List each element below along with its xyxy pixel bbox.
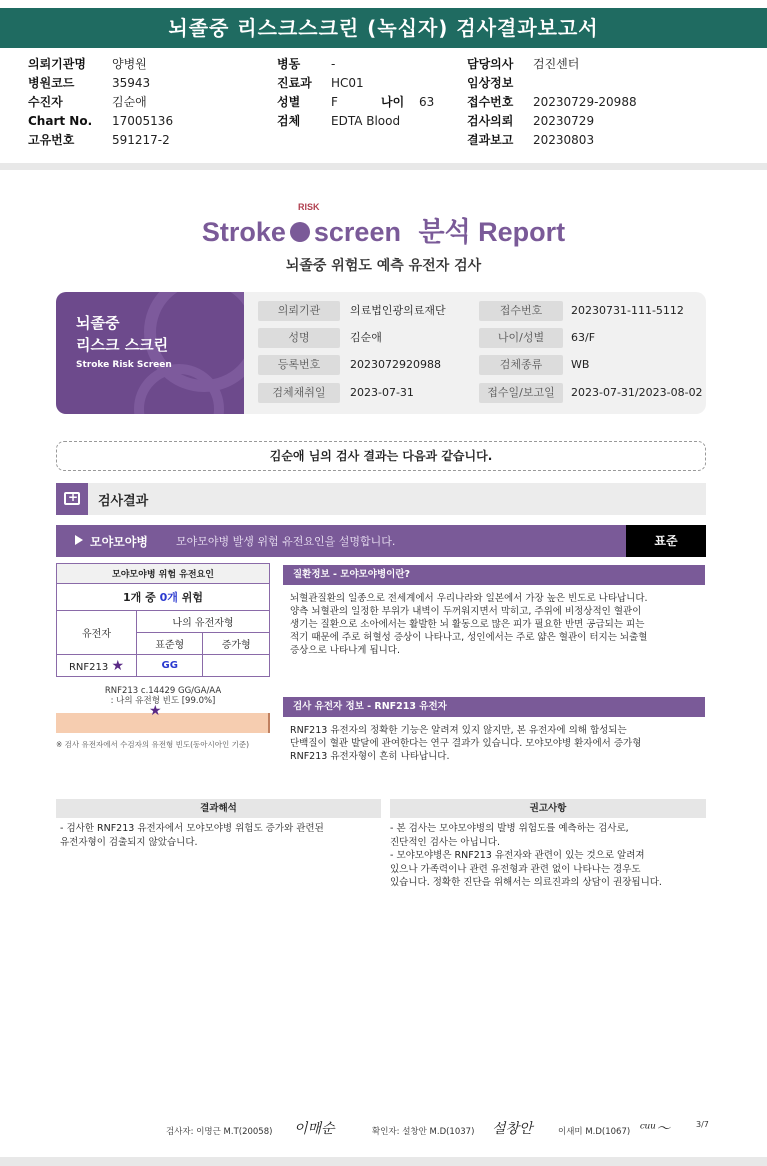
info-label: 병동 xyxy=(277,57,301,71)
field-label: 검체종류 xyxy=(479,355,563,375)
bottom-divider xyxy=(0,1157,767,1166)
age-value: 63 xyxy=(419,95,435,109)
confirmer-signature: 설창안 xyxy=(492,1121,533,1137)
logo-screen: screen xyxy=(313,217,401,247)
tester-signature: 이매순 xyxy=(294,1121,335,1137)
info-value: 김순애 xyxy=(112,95,147,109)
disease-description: 모야모야병 발생 위험 유전요인을 설명합니다. xyxy=(176,535,396,548)
freq-line-1: RNF213 c.14429 GG/GA/AA xyxy=(104,686,222,696)
info-value: 20230729-20988 xyxy=(533,95,637,109)
info-value: 20230803 xyxy=(533,133,595,147)
text-line: 있습니다. 정확한 진단을 위해서는 의료진과의 상담이 권장됩니다. xyxy=(390,877,662,888)
info-label: 임상정보 xyxy=(467,76,514,90)
card-field xyxy=(479,383,703,403)
info-column-3 xyxy=(467,55,637,150)
field-label: 접수일/보고일 xyxy=(479,383,563,403)
field-value: 20230731-111-5112 xyxy=(571,304,684,317)
field-value: 의료법인광의료재단 xyxy=(350,304,446,317)
field-label: 검체채취일 xyxy=(258,383,340,403)
count-suffix: 위험 xyxy=(177,591,203,604)
text-line: 증상으로 나타나게 됩니다. xyxy=(290,645,401,656)
report-logo xyxy=(0,202,767,249)
field-label: 의뢰기관 xyxy=(258,301,340,321)
info-label: 검체 xyxy=(277,114,301,128)
info-label: 접수번호 xyxy=(467,95,514,109)
gene-info-header: 검사 유전자 정보 - RNF213 유전자 xyxy=(283,697,705,717)
field-label: 성명 xyxy=(258,328,340,348)
tester-credit: 검사자: 이명근 M.T(20058) xyxy=(166,1127,273,1137)
card-subtitle: Stroke Risk Screen xyxy=(76,360,172,370)
interpretation-text xyxy=(60,822,380,849)
text-line: - 모야모야병은 RNF213 유전자와 관련이 있는 것으로 알려져 xyxy=(390,850,645,861)
logo-risk: RISK xyxy=(298,202,320,212)
disease-info-text xyxy=(290,592,704,657)
logo-stroke: Stroke xyxy=(201,217,286,247)
genotype-table xyxy=(56,563,270,677)
info-value: - xyxy=(331,57,336,71)
text-line: 단백질이 혈관 발달에 관여한다는 연구 결과가 있습니다. 모야모야병 환자에서 증가형 xyxy=(290,738,642,749)
standard-type-header: 표준형 xyxy=(137,633,203,655)
info-label: 의뢰기관명 xyxy=(28,57,86,71)
field-label: 나이/성별 xyxy=(479,328,563,348)
increased-type-header: 증가형 xyxy=(203,633,270,655)
info-label: 담당의사 xyxy=(467,57,514,71)
count-prefix: 1개 중 xyxy=(123,591,160,604)
star-icon: ★ xyxy=(149,703,162,719)
text-line: 뇌혈관질환의 일종으로 전세계에서 우리나라와 일본에서 가장 높은 빈도로 나타납니다. xyxy=(290,593,648,604)
info-label: Chart No. xyxy=(28,114,93,128)
info-label: 결과보고 xyxy=(467,133,514,147)
field-value: 2023072920988 xyxy=(350,358,441,371)
disease-info-header: 질환정보 - 모야모야병이란? xyxy=(283,565,705,585)
card-field xyxy=(258,328,468,348)
freq-line-2: : 나의 유전형 빈도 [99.0%] xyxy=(110,696,216,706)
gene-info-text xyxy=(290,724,704,763)
field-value: 김순애 xyxy=(350,331,382,344)
card-title xyxy=(76,312,168,356)
info-value: F xyxy=(331,95,338,109)
risk-status-badge: 표준 xyxy=(626,525,706,557)
card-field xyxy=(479,355,699,375)
info-label: 병원코드 xyxy=(28,76,75,90)
info-value: 검진센터 xyxy=(533,57,580,71)
frequency-bar xyxy=(56,713,270,733)
field-value: 63/F xyxy=(571,331,596,344)
risk-count xyxy=(57,584,270,611)
text-line: RNF213 유전자형이 흔히 나타납니다. xyxy=(290,751,450,762)
card-brand-panel xyxy=(56,292,244,414)
divider xyxy=(0,163,767,170)
text-line: 진단적인 검사는 아닙니다. xyxy=(390,836,501,848)
recommendation-header: 권고사항 xyxy=(390,799,706,818)
info-value: 20230729 xyxy=(533,114,595,128)
recommendation-text xyxy=(390,822,706,890)
info-value: 17005136 xyxy=(112,114,174,128)
increased-genotype-value xyxy=(203,655,270,677)
section-title: 검사결과 xyxy=(98,494,149,509)
medical-kit-icon xyxy=(56,483,88,515)
text-line: - 검사한 RNF213 유전자에서 모야모야병 위험도 증가와 관련된 xyxy=(60,823,324,834)
my-genotype-header: 나의 유전자형 xyxy=(137,611,270,633)
genotype-frequency-note xyxy=(56,686,270,706)
text-line: - 본 검사는 모야모야병의 발병 위험도를 예측하는 검사로, xyxy=(390,823,629,834)
field-value: 2023-07-31/2023-08-02 xyxy=(571,386,703,399)
standard-genotype-value: GG xyxy=(137,655,203,677)
text-line: 적기 때문에 주로 허혈성 증상이 나타나고, 성인에서는 주로 얇은 혈관이 터지는 뇌출혈 xyxy=(290,632,648,643)
logo-report: 분석 Report xyxy=(418,217,566,247)
table-title: 모야모야병 위험 유전요인 xyxy=(57,564,270,584)
result-banner: 김순애 님의 검사 결과는 다음과 같습니다. xyxy=(56,441,706,471)
info-value: HC01 xyxy=(331,76,364,90)
gene-column-header: 유전자 xyxy=(57,611,137,655)
card-field xyxy=(258,383,468,403)
disease-header xyxy=(56,525,706,557)
interpretation-header: 결과해석 xyxy=(56,799,381,818)
text-line: RNF213 유전자의 정확한 기능은 알려져 있지 않지만, 본 유전자에 의해 합성되는 xyxy=(290,725,627,736)
info-value: 35943 xyxy=(112,76,151,90)
disease-name: 모야모야병 xyxy=(90,535,148,549)
card-field xyxy=(479,328,699,348)
card-field xyxy=(479,301,699,321)
field-label: 등록번호 xyxy=(258,355,340,375)
info-label: 성별 xyxy=(277,95,301,109)
page-number: 3/7 xyxy=(696,1120,709,1129)
field-value: 2023-07-31 xyxy=(350,386,414,399)
doctor-signature: ᶜᵘᵘ〜 xyxy=(640,1121,671,1137)
info-value: EDTA Blood xyxy=(331,114,401,128)
section-header xyxy=(56,483,706,515)
info-label: 검사의뢰 xyxy=(467,114,514,128)
text-line: 유전자형이 검출되지 않았습니다. xyxy=(60,836,198,848)
age-label: 나이 xyxy=(381,95,405,109)
card-title-line1: 뇌졸중 xyxy=(76,314,120,332)
card-title-line2: 리스크 스크린 xyxy=(76,336,169,354)
gene-label: RNF213 xyxy=(68,661,109,673)
card-field xyxy=(258,301,468,321)
text-line: 있으나 가족력이나 관련 유전형과 관련 없이 나타나는 경우도 xyxy=(390,863,641,875)
risk-mark-icon xyxy=(290,222,310,242)
frequency-footnote: ※ 검사 유전자에서 수검자의 유전형 빈도(동아시아인 기준) xyxy=(56,740,250,749)
info-label: 고유번호 xyxy=(28,133,75,147)
card-field xyxy=(258,355,468,375)
info-label: 수진자 xyxy=(28,95,63,109)
bar-end xyxy=(268,713,270,733)
doctor-credit: 이새미 M.D(1067) xyxy=(558,1127,631,1137)
star-icon: ★ xyxy=(111,657,125,674)
field-value: WB xyxy=(571,358,590,371)
info-label: 진료과 xyxy=(277,76,312,90)
text-line: 양측 뇌혈관의 일정한 부위가 내벽이 두꺼워지면서 막히고, 주위에 비정상적인 혈관이 xyxy=(290,606,642,617)
info-column-1 xyxy=(28,55,173,150)
report-subtitle: 뇌졸중 위험도 예측 유전자 검사 xyxy=(285,258,482,274)
info-value: 양병원 xyxy=(112,57,147,71)
info-column-2 xyxy=(277,55,434,131)
text-line: 생기는 질환으로 소아에서는 활발한 뇌 활동으로 많은 피가 필요한 반면 공급되는 피는 xyxy=(290,619,645,630)
report-title: 뇌졸중 리스크스크린 (녹십자) 검사결과보고서 xyxy=(0,8,767,48)
count-number: 0개 xyxy=(159,591,178,604)
gene-name xyxy=(57,655,137,677)
field-label: 접수번호 xyxy=(479,301,563,321)
info-value: 591217-2 xyxy=(112,133,170,147)
confirmer-credit: 확인자: 설창안 M.D(1037) xyxy=(372,1127,475,1137)
triangle-right-icon xyxy=(75,535,83,545)
